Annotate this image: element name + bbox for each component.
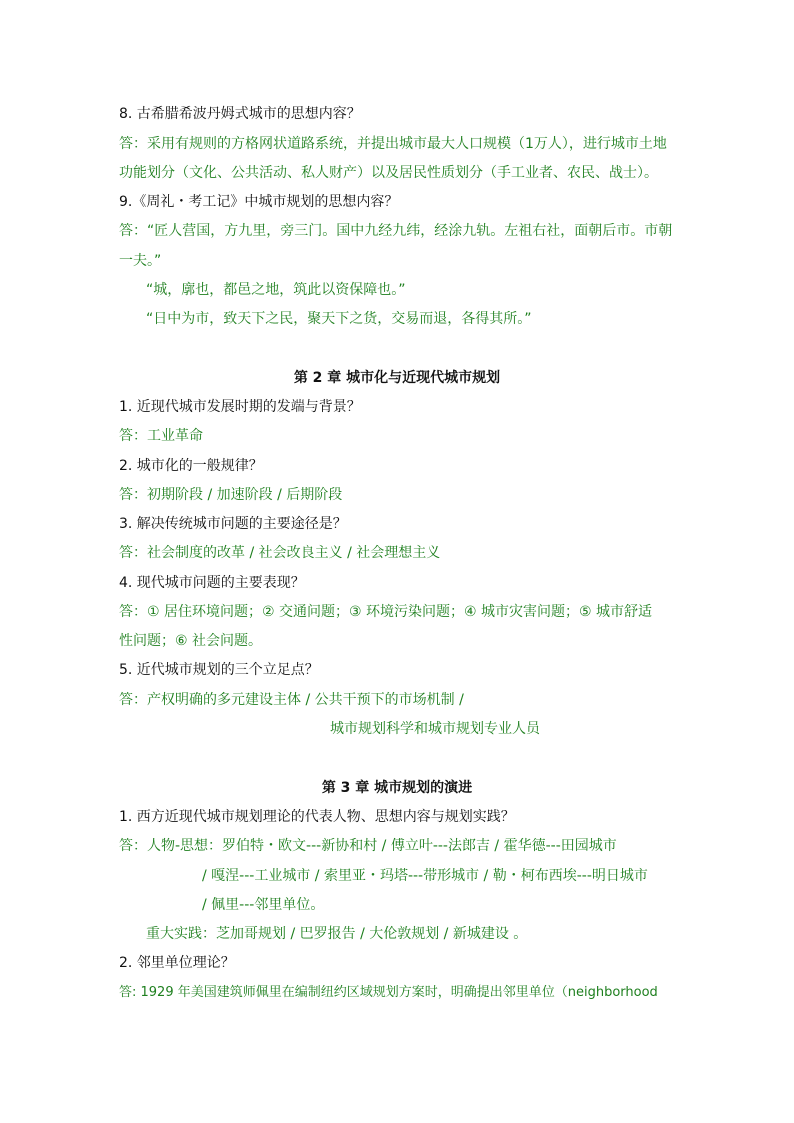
- ch3-answer-1-line-3: / 佩里---邻里单位。: [202, 897, 325, 913]
- ch2-answer-5-line-2: 城市规划科学和城市规划专业人员: [330, 721, 540, 737]
- answer-9-line-3: “城，廓也，都邑之地，筑此以资保障也。”: [146, 282, 406, 298]
- ch3-question-2: 2. 邻里单位理论？: [119, 955, 235, 971]
- answer-9-line-4: “日中为市，致天下之民，聚天下之货，交易而退，各得其所。”: [146, 311, 532, 327]
- question-9: 9.《周礼・考工记》中城市规划的思想内容？: [119, 194, 399, 210]
- answer-9-line-2: 一夫。”: [119, 253, 162, 269]
- answer-8-line-2: 功能划分（文化、公共活动、私人财产）以及居民性质划分（手工业者、农民、战士）。: [119, 165, 658, 181]
- ch2-answer-4-line-1: 答：① 居住环境问题；② 交通问题；③ 环境污染问题；④ 城市灾害问题；⑤ 城市舒适: [119, 604, 653, 620]
- ch2-question-5: 5. 近代城市规划的三个立足点？: [119, 662, 319, 678]
- answer-9-line-1: 答：“匠人营国，方九里，旁三门。国中九经九纬，经涂九轨。左祖右社，面朝后市。市朝: [119, 223, 673, 239]
- ch2-answer-5-line-1: 答：产权明确的多元建设主体 / 公共干预下的市场机制 /: [119, 692, 464, 708]
- ch3-question-1: 1. 西方近现代城市规划理论的代表人物、思想内容与规划实践？: [119, 809, 515, 825]
- ch2-answer-3: 答：社会制度的改革 / 社会改良主义 / 社会理想主义: [119, 545, 441, 561]
- ch2-question-4: 4. 现代城市问题的主要表现？: [119, 575, 305, 591]
- ch2-answer-1: 答：工业革命: [119, 428, 203, 444]
- ch2-answer-2: 答：初期阶段 / 加速阶段 / 后期阶段: [119, 487, 343, 503]
- ch3-answer-1-line-2: / 嘎涅---工业城市 / 索里亚・玛塔---带形城市 / 勒・柯布西埃---明日城市: [202, 868, 648, 884]
- ch2-question-1: 1. 近现代城市发展时期的发端与背景？: [119, 399, 361, 415]
- ch3-answer-2-line-1: 答: 1929 年美国建筑师佩里在编制纽约区域规划方案时，明确提出邻里单位（neighborhood: [119, 985, 658, 1000]
- ch2-answer-4-line-2: 性问题；⑥ 社会问题。: [119, 633, 263, 649]
- question-8: 8. 古希腊希波丹姆式城市的思想内容？: [119, 106, 361, 122]
- ch3-answer-1-line-4: 重大实践：芝加哥规划 / 巴罗报告 / 大伦敦规划 / 新城建设 。: [146, 926, 528, 942]
- ch2-question-2: 2. 城市化的一般规律？: [119, 458, 263, 474]
- ch3-answer-1-line-1: 答：人物-思想：罗伯特・欧文---新协和村 / 傅立叶---法郎吉 / 霍华德---田园城市: [119, 838, 617, 854]
- answer-8-line-1: 答：采用有规则的方格网状道路系统，并提出城市最大人口规模（1万人），进行城市土地: [119, 136, 667, 152]
- ch2-question-3: 3. 解决传统城市问题的主要途径是？: [119, 516, 347, 532]
- chapter-3-heading: 第 3 章 城市规划的演进: [321, 780, 473, 796]
- chapter-2-heading: 第 2 章 城市化与近现代城市规划: [293, 370, 501, 386]
